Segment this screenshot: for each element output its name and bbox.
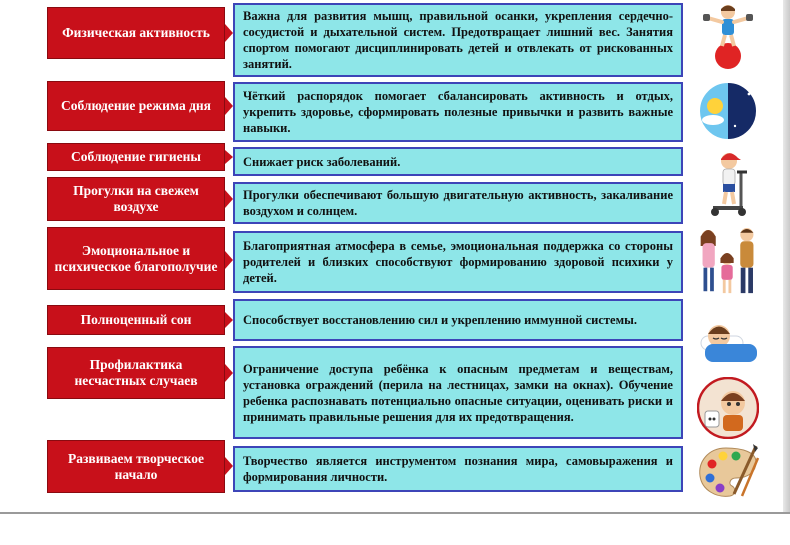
page-edge (783, 0, 790, 514)
label-sleep (47, 305, 225, 335)
page-bottom-divider (0, 512, 790, 514)
label-physical-activity (47, 7, 225, 59)
label-fresh-air (47, 177, 225, 221)
label-text: Профилактика несчастных случаев (74, 357, 198, 388)
desc-text: Благоприятная атмосфера в семье, эмоциональная поддержка со стороны родителей и близких способствуют формированию здоровой психики у детей. (243, 239, 673, 285)
desc-emotional-wellbeing (233, 231, 683, 293)
family-icon (695, 222, 761, 302)
label-text: Физическая активность (62, 25, 210, 40)
desc-text: Прогулки обеспечивают большую двигательную активность, закаливание воздухом и солнцем. (243, 188, 673, 218)
label-text: Полноценный сон (80, 312, 192, 327)
label-hygiene (47, 143, 225, 171)
desc-text: Способствует восстановлению сил и укреплению иммунной системы. (243, 313, 638, 327)
child-exercising-icon (695, 0, 761, 72)
label-creativity (47, 440, 225, 493)
label-accident-prevention (47, 347, 225, 399)
arrow-pointer (225, 24, 233, 42)
arrow-pointer (225, 251, 233, 269)
paint-palette-icon (695, 440, 761, 504)
desc-daily-routine (233, 82, 683, 142)
arrow-pointer (225, 364, 233, 382)
label-text: Эмоциональное и психическое благополучие (54, 242, 218, 274)
desc-hygiene (233, 147, 683, 176)
arrow-pointer (225, 457, 233, 475)
desc-text: Творчество является инструментом познания мира, самовыражения и формирования личности. (243, 454, 673, 484)
desc-fresh-air (233, 182, 683, 224)
child-scooter-icon (695, 148, 761, 220)
desc-accident-prevention (233, 346, 683, 439)
arrow-pointer (225, 190, 233, 208)
desc-physical-activity (233, 3, 683, 77)
arrow-pointer (225, 312, 233, 328)
label-text: Соблюдение гигиены (71, 149, 201, 164)
label-daily-routine (47, 81, 225, 131)
desc-text: Снижает риск заболеваний. (243, 154, 401, 169)
label-text: Соблюдение режима дня (61, 98, 211, 113)
desc-text: Важна для развития мышц, правильной осанки, укрепления сердечно-сосудистой и дыхательной систем. Предотвращает лишний вес. Занятия спортом помогают дисциплинировать детей и отвлекать от рискованных занятий. (243, 9, 673, 71)
child-socket-icon (695, 376, 761, 440)
arrow-pointer (225, 97, 233, 115)
desc-sleep (233, 299, 683, 341)
label-emotional-wellbeing (47, 227, 225, 290)
label-text: Развиваем творческое начало (68, 450, 204, 482)
desc-text: Чёткий распорядок помогает сбалансировать активность и отдых, укрепить здоровье, сформировать полезные привычки и развить важные навыки. (243, 89, 673, 135)
label-text: Прогулки на свежем воздухе (73, 183, 199, 214)
desc-creativity (233, 446, 683, 492)
sleeping-child-icon (695, 310, 761, 370)
arrow-pointer (225, 150, 233, 164)
day-night-icon (695, 78, 761, 144)
desc-text: Ограничение доступа ребёнка к опасным предметам и веществам, установка ограждений (перила на лестницах, замки на окнах). Обучение ребенка распознавать потенциально опасные ситуации, оценивать риски и принимать правильные решения для их предотвращения. (243, 361, 673, 424)
